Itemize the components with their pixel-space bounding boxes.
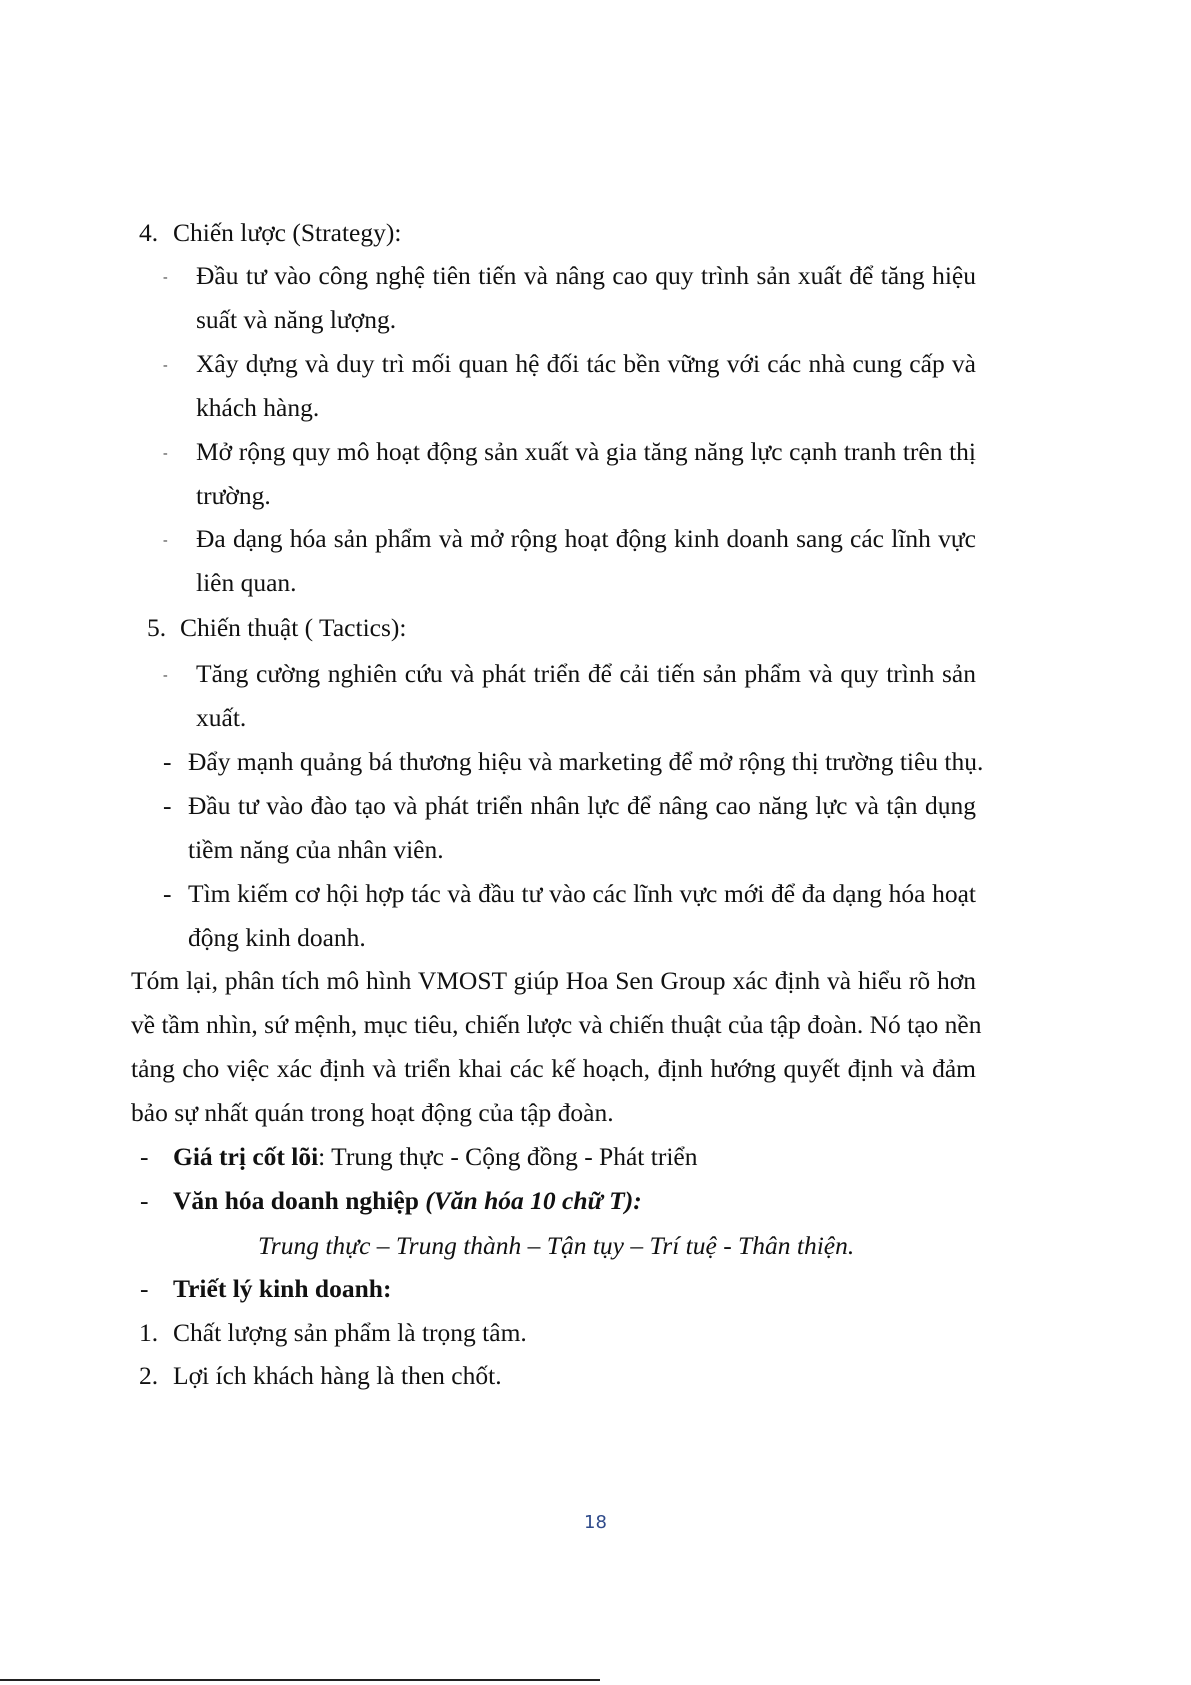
culture [173,1186,642,1216]
strategy-item-3-line-1: Mở rộng quy mô hoạt động sản xuất và gia tăng năng lực cạnh tranh trên thị [196,437,976,466]
bullet-dash: - [163,270,168,285]
summary-line-4: bảo sự nhất quán trong hoạt động của tập đoàn. [131,1098,614,1127]
philosophy-item-1-number: 1. [139,1318,159,1347]
bullet-dash: - [140,1186,149,1215]
philosophy-label: Triết lý kinh doanh: [173,1274,392,1303]
tactics-item-3-line-2: tiềm năng của nhân viên. [188,835,444,864]
strategy-heading: Chiến lược (Strategy): [173,218,402,247]
summary-line-3: tảng cho việc xác định và triển khai các kế hoạch, định hướng quyết định và đảm [131,1054,976,1083]
strategy-item-2-line-2: khách hàng. [196,393,320,422]
bottom-rule [0,1679,600,1681]
tactics-heading: Chiến thuật ( Tactics): [180,613,407,642]
core-values-text: : Trung thực - Cộng đồng - Phát triển [318,1142,698,1171]
summary-line-1: Tóm lại, phân tích mô hình VMOST giúp Hoa Sen Group xác định và hiểu rõ hơn [131,966,976,995]
strategy-item-4-line-2: liên quan. [196,568,297,597]
bullet-dash: - [163,533,168,548]
philosophy-item-2-text: Lợi ích khách hàng là then chốt. [173,1361,502,1390]
tactics-item-4-line-1: Tìm kiếm cơ hội hợp tác và đầu tư vào các lĩnh vực mới để đa dạng hóa hoạt [188,879,976,908]
core-values [173,1142,698,1172]
bullet-dash: - [163,446,168,461]
culture-label-italic: (Văn hóa 10 chữ T): [425,1186,642,1215]
bullet-dash: - [163,791,172,820]
culture-line-text: Trung thực – Trung thành – Tận tụy – Trí tuệ - Thân thiện. [258,1231,855,1260]
tactics-item-2-line-1: Đẩy mạnh quảng bá thương hiệu và marketing để mở rộng thị trường tiêu thụ. [188,747,984,776]
culture-label: Văn hóa doanh nghiệp [173,1186,419,1215]
bullet-dash: - [140,1142,149,1171]
bullet-dash: - [140,1274,149,1303]
philosophy-item-1-text: Chất lượng sản phẩm là trọng tâm. [173,1318,527,1347]
bullet-dash: - [163,668,168,683]
bullet-dash: - [163,747,172,776]
tactics-number: 5. [147,613,167,642]
tactics-item-1-line-2: xuất. [196,703,247,732]
page-number: 18 [584,1512,607,1533]
strategy-number: 4. [139,218,159,247]
strategy-item-2-line-1: Xây dựng và duy trì mối quan hệ đối tác bền vững với các nhà cung cấp và [196,349,976,378]
strategy-item-4-line-1: Đa dạng hóa sản phẩm và mở rộng hoạt động kinh doanh sang các lĩnh vực [196,524,976,553]
bullet-dash: - [163,879,172,908]
bullet-dash: - [163,358,168,373]
strategy-item-1-line-1: Đầu tư vào công nghệ tiên tiến và nâng cao quy trình sản xuất để tăng hiệu [196,261,976,290]
strategy-item-1-line-2: suất và năng lượng. [196,305,397,334]
tactics-item-4-line-2: động kinh doanh. [188,923,366,952]
tactics-item-3-line-1: Đầu tư vào đào tạo và phát triển nhân lực để nâng cao năng lực và tận dụng [188,791,976,820]
strategy-item-3-line-2: trường. [196,481,271,510]
core-values-label: Giá trị cốt lõi [173,1142,319,1171]
philosophy [173,1274,391,1304]
tactics-item-1-line-1: Tăng cường nghiên cứu và phát triển để cải tiến sản phẩm và quy trình sản [196,659,976,688]
summary-line-2: về tầm nhìn, sứ mệnh, mục tiêu, chiến lược và chiến thuật của tập đoàn. Nó tạo nền [131,1010,982,1039]
culture-line [258,1231,854,1261]
philosophy-item-2-number: 2. [139,1361,159,1390]
